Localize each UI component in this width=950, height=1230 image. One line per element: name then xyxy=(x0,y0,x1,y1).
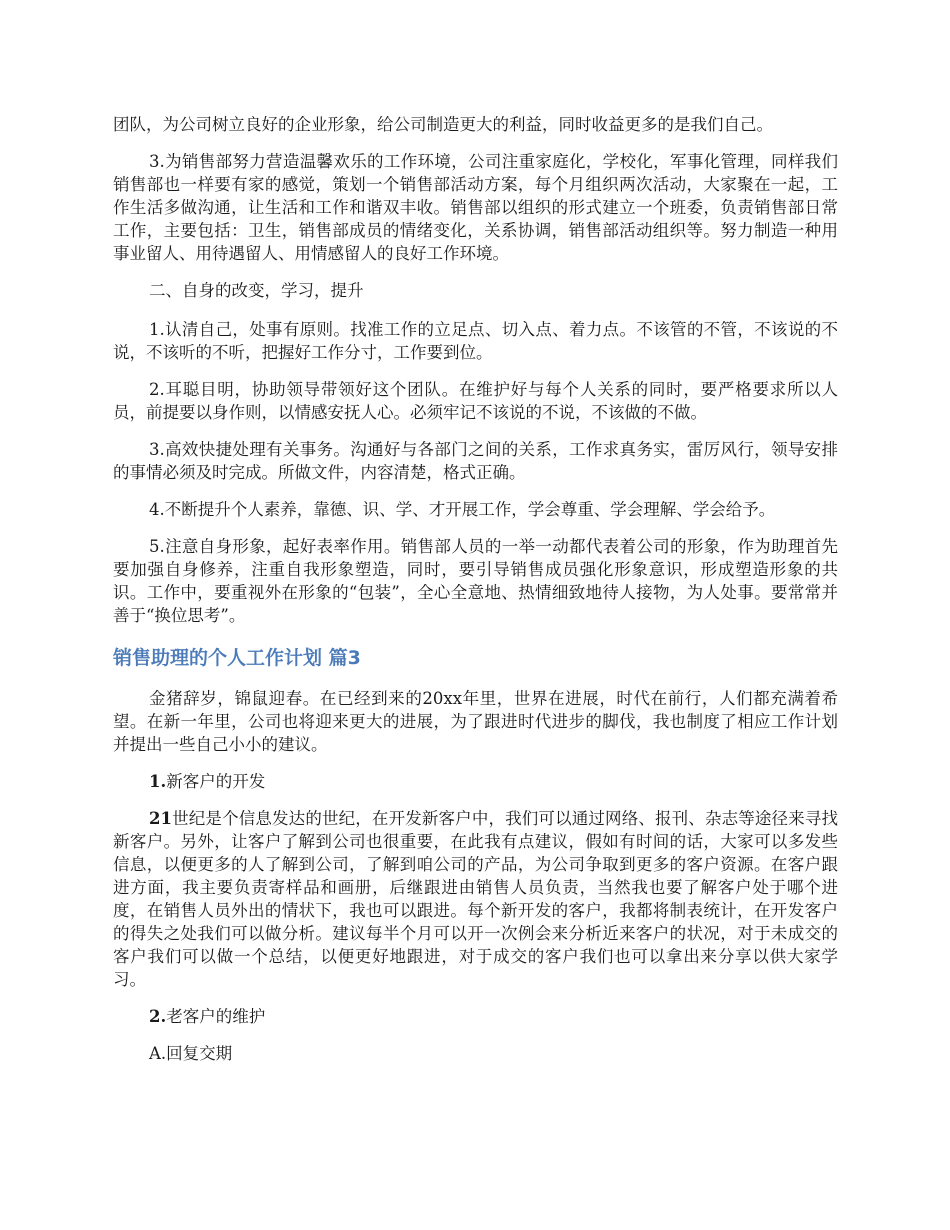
paragraph-work-environment: 3.为销售部努力营造温馨欢乐的工作环境，公司注重家庭化，学校化，军事化管理，同样我们销售部也一样要有家的感觉，策划一个销售部活动方案，每个月组织两次活动，大家聚在一起，工作生活多做沟通，让生活和工作和谐双丰收。销售部以组织的形式建立一个班委，负责销售部日常工作，主要包括：卫生，销售部成员的情绪变化，关系协调，销售部活动组织等。努力制造一种用事业留人、用待遇留人、用情感留人的良好工作环境。 xyxy=(113,152,838,263)
list-item-self-image: 5.注意自身形象，起好表率作用。销售部人员的一举一动都代表着公司的形象，作为助理首先要加强自身修养，注重自我形象塑造，同时，要引导销售成员强化形象意识，形成塑造形象的共识。工作中，要重视外在形象的“包装”，全心全意地、热情细致地待人接物，为人处事。要常常并善于“换位思考”。 xyxy=(113,537,838,625)
paragraph-intro: 金猪辞岁，锦鼠迎春。在已经到来的20xx年里，世界在进展，时代在前行，人们都充满着希望。在新一年里，公司也将迎来更大的进展，为了跟进时代进步的脚伐，我也制度了相应工作计划并提出一些自己小小的建议。 xyxy=(113,689,838,754)
list-item-assist-leadership: 2.耳聪目明，协助领导带领好这个团队。在维护好与每个人关系的同时，要严格要求所以人员，前提要以身作则，以情感安抚人心。必须牢记不该说的不说，不该做的不做。 xyxy=(113,380,838,422)
paragraph-team-continuation: 团队，为公司树立良好的企业形象，给公司制造更大的利益，同时收益更多的是我们自己。 xyxy=(113,115,773,134)
subheading-text: 新客户的开发 xyxy=(166,772,266,791)
part3-heading: 销售助理的个人工作计划 篇3 xyxy=(113,647,361,669)
subheading-reply-delivery: A.回复交期 xyxy=(149,1044,233,1063)
subheading-text: 老客户的维护 xyxy=(166,1007,266,1026)
list-item-know-yourself: 1.认清自己，处事有原则。找准工作的立足点、切入点、着力点。不该管的不管，不该说的不说，不该听的不听，把握好工作分寸，工作要到位。 xyxy=(113,320,838,362)
paragraph-new-customer-development xyxy=(113,807,838,991)
list-item-efficient-handling: 3.高效快捷处理有关事务。沟通好与各部门之间的关系，工作求真务实，雷厉风行，领导安排的事情必须及时完成。所做文件，内容清楚，格式正确。 xyxy=(113,440,838,482)
section-title-self-improvement: 二、自身的改变，学习，提升 xyxy=(149,281,364,300)
subheading-new-customers xyxy=(113,770,838,793)
subheading-old-customers xyxy=(113,1005,838,1028)
century-number: 21 xyxy=(149,809,172,828)
list-item-personal-quality: 4.不断提升个人素养，靠德、识、学、才开展工作，学会尊重、学会理解、学会给予。 xyxy=(149,500,776,519)
subheading-number: 2. xyxy=(149,1007,167,1026)
paragraph-text: 世纪是个信息发达的世纪，在开发新客户中，我们可以通过网络、报刊、杂志等途径来寻找新客户。另外，让客户了解到公司也很重要，在此我有点建议，假如有时间的话，大家可以多发些信息，以便更多的人了解到公司，了解到咱公司的产品，为公司争取到更多的客户资源。在客户跟进方面，我主要负责寄样品和画册，后继跟进由销售人员负责，当然我也要了解客户处于哪个进度，在销售人员外出的情状下，我也可以跟进。每个新开发的客户，我都将制表统计，在开发客户的得失之处我们可以做分析。建议每半个月可以开一次例会来分析近来客户的状况，对于未成交的客户我们可以做一个总结，以便更好地跟进，对于成交的客户我们也可以拿出来分享以供大家学习。 xyxy=(113,809,838,989)
subheading-number: 1. xyxy=(149,772,167,791)
document-body xyxy=(113,113,838,1079)
